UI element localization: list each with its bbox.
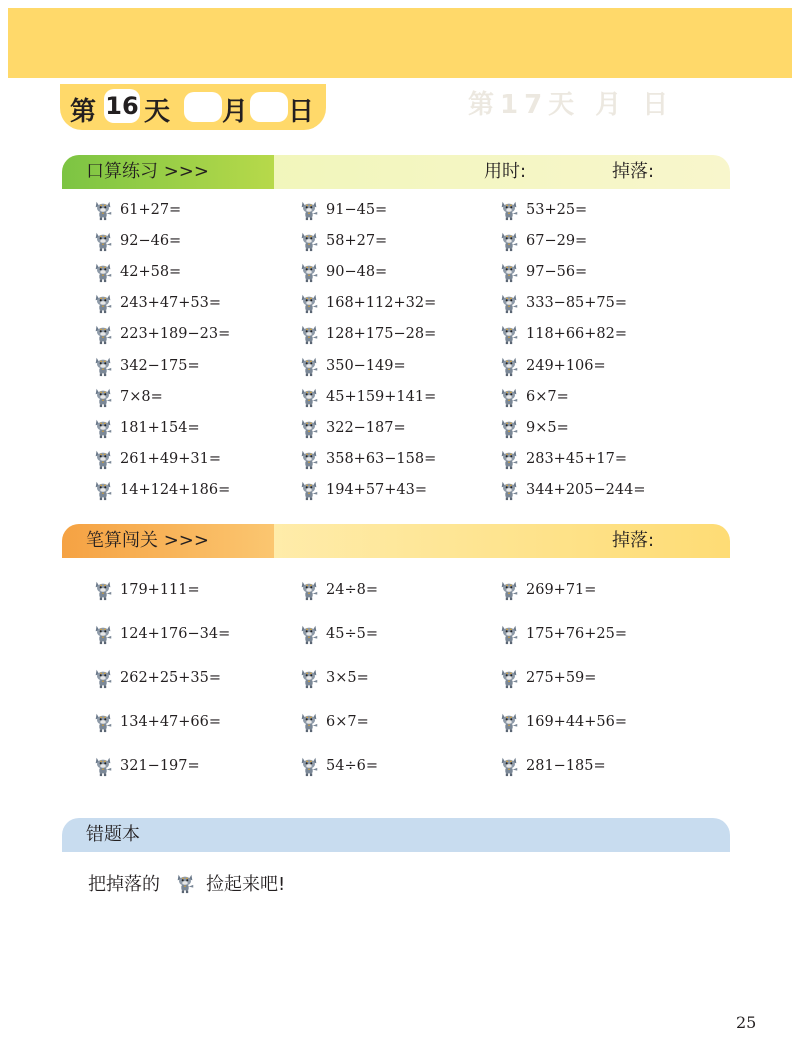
written-equation: 45÷5= bbox=[326, 626, 378, 642]
mental-equation: 333−85+75= bbox=[526, 295, 628, 312]
written-equation: 3×5= bbox=[326, 670, 369, 686]
mental-problem bbox=[498, 447, 627, 471]
gray-wolf-mascot-icon bbox=[92, 386, 114, 408]
mental-problem bbox=[298, 416, 406, 440]
mental-problem bbox=[298, 291, 436, 315]
time-used-label: 用时: bbox=[484, 161, 527, 182]
mental-equation: 14+124+186= bbox=[120, 481, 231, 498]
gray-wolf-mascot-icon bbox=[498, 711, 520, 733]
gray-wolf-mascot-icon bbox=[92, 579, 114, 601]
mental-equation: 45+159+141= bbox=[326, 388, 437, 405]
mental-dropped-label: 掉落: bbox=[612, 161, 655, 182]
mental-equation: 42+58= bbox=[120, 264, 182, 281]
gray-wolf-mascot-icon bbox=[92, 199, 114, 221]
mental-problem bbox=[92, 260, 181, 284]
written-equation: 6×7= bbox=[326, 714, 369, 730]
written-problem bbox=[92, 622, 230, 646]
mental-equation: 97−56= bbox=[526, 264, 588, 281]
written-equation: 179+111= bbox=[120, 582, 200, 598]
mental-problem bbox=[498, 385, 569, 409]
top-color-band bbox=[8, 8, 792, 78]
mental-equation: 91−45= bbox=[326, 202, 388, 218]
gray-wolf-mascot-icon bbox=[298, 292, 320, 314]
mental-problem bbox=[298, 198, 387, 222]
written-equation: 175+76+25= bbox=[526, 626, 628, 642]
mental-problem bbox=[498, 260, 587, 284]
gray-wolf-mascot-icon bbox=[298, 711, 320, 733]
gray-wolf-mascot-icon bbox=[92, 711, 114, 733]
gray-wolf-mascot-icon bbox=[298, 386, 320, 408]
written-dropped-label: 掉落: bbox=[612, 530, 655, 551]
written-problem bbox=[298, 622, 378, 646]
mental-problem bbox=[92, 416, 200, 440]
gray-wolf-mascot-icon bbox=[498, 579, 520, 601]
mental-problem bbox=[298, 260, 387, 284]
written-equation: 169+44+56= bbox=[526, 714, 628, 730]
mental-math-title: 口算练习 >>> bbox=[62, 155, 274, 189]
written-problem bbox=[498, 666, 596, 690]
mental-problem bbox=[498, 291, 627, 315]
written-equation: 54÷6= bbox=[326, 758, 378, 774]
written-problem bbox=[298, 710, 369, 734]
written-problem bbox=[298, 666, 369, 690]
gray-wolf-mascot-icon bbox=[174, 870, 196, 896]
mental-equation: 118+66+82= bbox=[526, 326, 628, 343]
gray-wolf-mascot-icon bbox=[92, 355, 114, 377]
mental-problem bbox=[92, 229, 181, 253]
gray-wolf-mascot-icon bbox=[498, 755, 520, 777]
gray-wolf-mascot-icon bbox=[298, 755, 320, 777]
gray-wolf-mascot-icon bbox=[498, 623, 520, 645]
gray-wolf-mascot-icon bbox=[92, 448, 114, 470]
date-blank[interactable] bbox=[250, 92, 288, 122]
written-equation: 281−185= bbox=[526, 758, 606, 774]
gray-wolf-mascot-icon bbox=[92, 230, 114, 252]
written-equation: 269+71= bbox=[526, 582, 597, 598]
written-problem bbox=[92, 710, 221, 734]
written-problem bbox=[92, 754, 200, 778]
written-problem bbox=[498, 578, 596, 602]
mental-problem bbox=[92, 354, 200, 378]
gray-wolf-mascot-icon bbox=[498, 199, 520, 221]
day-word: 天 bbox=[144, 97, 171, 127]
page-number: 25 bbox=[736, 1013, 757, 1032]
day-prefix: 第 bbox=[70, 97, 97, 127]
mental-problem bbox=[92, 478, 230, 502]
date-word: 日 bbox=[288, 97, 315, 127]
gray-wolf-mascot-icon bbox=[92, 623, 114, 645]
mental-problem bbox=[498, 229, 587, 253]
written-problem bbox=[298, 754, 378, 778]
written-problem bbox=[298, 578, 378, 602]
mental-equation: 128+175−28= bbox=[326, 326, 437, 343]
gray-wolf-mascot-icon bbox=[298, 623, 320, 645]
mental-problem bbox=[298, 229, 387, 253]
gray-wolf-mascot-icon bbox=[498, 292, 520, 314]
mental-problem bbox=[92, 385, 163, 409]
mental-equation: 322−187= bbox=[326, 419, 406, 436]
gray-wolf-mascot-icon bbox=[298, 230, 320, 252]
written-equation: 134+47+66= bbox=[120, 714, 222, 730]
written-equation: 24÷8= bbox=[326, 582, 378, 598]
gray-wolf-mascot-icon bbox=[92, 323, 114, 345]
gray-wolf-mascot-icon bbox=[298, 261, 320, 283]
gray-wolf-mascot-icon bbox=[498, 355, 520, 377]
gray-wolf-mascot-icon bbox=[298, 323, 320, 345]
gray-wolf-mascot-icon bbox=[92, 261, 114, 283]
mental-equation: 90−48= bbox=[326, 264, 388, 281]
mental-equation: 344+205−244= bbox=[526, 481, 646, 498]
gray-wolf-mascot-icon bbox=[298, 199, 320, 221]
mental-problem bbox=[298, 385, 436, 409]
written-problem bbox=[92, 666, 221, 690]
gray-wolf-mascot-icon bbox=[298, 448, 320, 470]
mental-problem bbox=[498, 198, 587, 222]
gray-wolf-mascot-icon bbox=[298, 579, 320, 601]
written-equation: 262+25+35= bbox=[120, 670, 222, 686]
written-calc-title: 笔算闯关 >>> bbox=[62, 524, 274, 558]
mistake-note bbox=[88, 870, 285, 896]
written-calc-header bbox=[62, 524, 730, 558]
written-equation: 124+176−34= bbox=[120, 626, 231, 642]
mistake-book-title: 错题本 bbox=[86, 824, 140, 845]
mental-problem bbox=[498, 354, 606, 378]
mental-problem bbox=[498, 478, 645, 502]
mistake-book-header bbox=[62, 818, 730, 852]
gray-wolf-mascot-icon bbox=[298, 667, 320, 689]
mental-equation: 223+189−23= bbox=[120, 326, 231, 343]
gray-wolf-mascot-icon bbox=[498, 230, 520, 252]
mental-equation: 67−29= bbox=[526, 233, 588, 250]
written-problem bbox=[498, 710, 627, 734]
mental-equation: 243+47+53= bbox=[120, 295, 222, 312]
note-text-before: 把掉落的 bbox=[88, 874, 160, 895]
gray-wolf-mascot-icon bbox=[498, 667, 520, 689]
gray-wolf-mascot-icon bbox=[92, 755, 114, 777]
faded-next-page-header: 第17天 月 日 bbox=[468, 90, 675, 120]
gray-wolf-mascot-icon bbox=[498, 261, 520, 283]
gray-wolf-mascot-icon bbox=[298, 417, 320, 439]
mental-problem bbox=[298, 478, 427, 502]
gray-wolf-mascot-icon bbox=[298, 355, 320, 377]
mental-equation: 6×7= bbox=[526, 388, 569, 405]
written-problem bbox=[498, 754, 606, 778]
mental-problem bbox=[498, 322, 627, 346]
mental-equation: 350−149= bbox=[326, 357, 406, 374]
mental-equation: 181+154= bbox=[120, 419, 200, 436]
gray-wolf-mascot-icon bbox=[498, 448, 520, 470]
written-equation: 275+59= bbox=[526, 670, 597, 686]
mental-equation: 9×5= bbox=[526, 419, 569, 436]
gray-wolf-mascot-icon bbox=[92, 292, 114, 314]
gray-wolf-mascot-icon bbox=[498, 386, 520, 408]
mental-equation: 342−175= bbox=[120, 357, 200, 374]
mental-problem bbox=[298, 447, 436, 471]
gray-wolf-mascot-icon bbox=[92, 417, 114, 439]
gray-wolf-mascot-icon bbox=[498, 479, 520, 501]
mental-problem bbox=[298, 322, 436, 346]
mental-problem bbox=[92, 322, 230, 346]
mental-problem bbox=[92, 291, 221, 315]
mental-equation: 261+49+31= bbox=[120, 450, 222, 467]
mental-problem bbox=[298, 354, 406, 378]
written-problem bbox=[498, 622, 627, 646]
written-equation: 321−197= bbox=[120, 758, 200, 774]
mental-equation: 53+25= bbox=[526, 202, 588, 218]
gray-wolf-mascot-icon bbox=[92, 479, 114, 501]
gray-wolf-mascot-icon bbox=[498, 323, 520, 345]
month-word: 月 bbox=[222, 97, 249, 127]
mental-equation: 7×8= bbox=[120, 388, 163, 405]
mental-equation: 283+45+17= bbox=[526, 450, 628, 467]
mental-problem bbox=[92, 198, 181, 222]
mental-equation: 61+27= bbox=[120, 202, 182, 218]
mental-equation: 58+27= bbox=[326, 233, 388, 250]
mental-equation: 168+112+32= bbox=[326, 295, 437, 312]
mental-problem bbox=[92, 447, 221, 471]
day-number: 16 bbox=[104, 89, 140, 123]
gray-wolf-mascot-icon bbox=[498, 417, 520, 439]
mental-equation: 358+63−158= bbox=[326, 450, 437, 467]
mental-problem bbox=[498, 416, 569, 440]
month-blank[interactable] bbox=[184, 92, 222, 122]
note-text-after: 捡起来吧! bbox=[206, 874, 286, 895]
mental-equation: 249+106= bbox=[526, 357, 606, 374]
gray-wolf-mascot-icon bbox=[92, 667, 114, 689]
gray-wolf-mascot-icon bbox=[298, 479, 320, 501]
written-problem bbox=[92, 578, 200, 602]
mental-equation: 92−46= bbox=[120, 233, 182, 250]
mental-equation: 194+57+43= bbox=[326, 481, 428, 498]
mental-math-header bbox=[62, 155, 730, 189]
